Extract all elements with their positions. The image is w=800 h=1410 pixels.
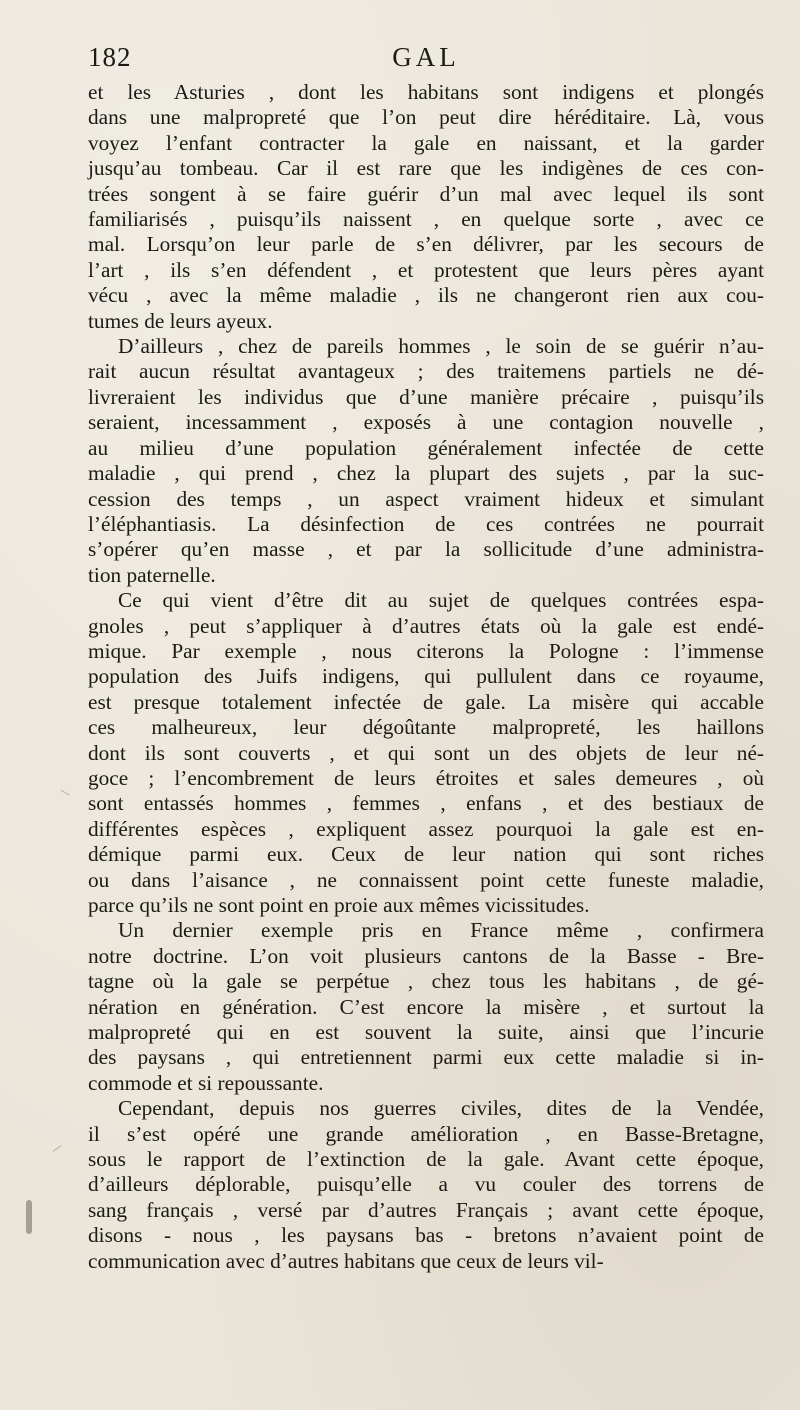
page-header [88, 42, 764, 82]
text-line: d’ailleurs déplorable, puisqu’elle a vu couler des torrens de [88, 1172, 764, 1197]
text-line: des paysans , qui entretiennent parmi eux cette maladie si in- [88, 1045, 764, 1070]
paragraph [88, 80, 764, 334]
text-line: ces malheureux, leur dégoûtante malpropreté, les haillons [88, 715, 764, 740]
text-line: vécu , avec la même maladie , ils ne changeront rien aux cou- [88, 283, 764, 308]
paragraph [88, 588, 764, 918]
text-line: notre doctrine. L’on voit plusieurs cantons de la Basse - Bre- [88, 943, 764, 968]
margin-mark [53, 1145, 62, 1152]
text-line: au milieu d’une population généralement infectée de cette [88, 435, 764, 460]
text-line: l’art , ils s’en défendent , et protestent que leurs pères ayant [88, 257, 764, 282]
text-line: Ce qui vient d’être dit au sujet de quelques contrées espa- [118, 588, 764, 613]
text-line: tion paternelle. [88, 562, 216, 587]
text-line: jusqu’au tombeau. Car il est rare que les indigènes de ces con- [88, 156, 764, 181]
text-line: D’ailleurs , chez de pareils hommes , le soin de se guérir n’au- [118, 334, 764, 359]
margin-mark [60, 790, 69, 796]
text-line: disons - nous , les paysans bas - bretons n’avaient point de [88, 1223, 764, 1248]
text-line: nération en génération. C’est encore la misère , et surtout la [88, 994, 764, 1019]
text-line: et les Asturies , dont les habitans sont indigens et plongés [88, 80, 764, 104]
text-line: il s’est opéré une grande amélioration , en Basse-Bretagne, [88, 1121, 764, 1146]
text-line: commode et si repoussante. [88, 1070, 324, 1095]
paragraph [88, 1096, 764, 1274]
text-line: maladie , qui prend , chez la plupart des sujets , par la suc- [88, 461, 764, 486]
text-line: rait aucun résultat avantageux ; des traitemens partiels ne dé- [88, 359, 764, 384]
paragraph [88, 918, 764, 1096]
text-line: mal. Lorsqu’on leur parle de s’en délivrer, par les secours de [88, 232, 764, 257]
text-line: mique. Par exemple , nous citerons la Pologne : l’immense [88, 638, 764, 663]
running-head: GAL [392, 42, 460, 72]
text-line: Un dernier exemple pris en France même , confirmera [118, 918, 764, 943]
text-line: gnoles , peut s’appliquer à d’autres états où la gale est endé- [88, 613, 764, 638]
text-line: parce qu’ils ne sont point en proie aux mêmes vicissitudes. [88, 893, 590, 917]
text-line: est presque totalement infectée de gale. La misère qui accable [88, 689, 764, 714]
text-line: ou dans l’aisance , ne connaissent point cette funeste maladie, [88, 867, 764, 892]
text-line: différentes espèces , expliquent assez pourquoi la gale est en- [88, 816, 764, 841]
text-line: population des Juifs indigens, qui pullulent dans ce royaume, [88, 664, 764, 689]
text-line: cession des temps , un aspect vraiment hideux et simulant [88, 486, 764, 511]
text-line: malpropreté qui en est souvent la suite, ainsi que l’incurie [88, 1020, 764, 1045]
text-line: sous le rapport de l’extinction de la gale. Avant cette époque, [88, 1147, 764, 1172]
body-text [88, 80, 764, 1274]
text-line: sang français , versé par d’autres Français ; avant cette époque, [88, 1197, 764, 1222]
text-line: trées songent à se faire guérir d’un mal avec lequel ils sont [88, 181, 764, 206]
text-line: goce ; l’encombrement de leurs étroites et sales demeures , où [88, 765, 764, 790]
text-line: voyez l’enfant contracter la gale en naissant, et la garder [88, 130, 764, 155]
page-number: 182 [88, 42, 132, 72]
text-line: familiarisés , puisqu’ils naissent , en quelque sorte , avec ce [88, 207, 764, 232]
text-line: l’éléphantiasis. La désinfection de ces contrées ne pourrait [88, 511, 764, 536]
text-line: démique parmi eux. Ceux de leur nation qui sont riches [88, 842, 764, 867]
text-line: s’opérer qu’en masse , et par la sollicitude d’une administra- [88, 537, 764, 562]
text-line: livreraient les individus que d’une manière précaire , puisqu’ils [88, 384, 764, 409]
text-line: Cependant, depuis nos guerres civiles, dites de la Vendée, [118, 1096, 764, 1121]
paragraph [88, 334, 764, 588]
text-line: communication avec d’autres habitans que ceux de leurs vil- [88, 1248, 604, 1273]
text-line: dans une malpropreté que l’on peut dire héréditaire. Là, vous [88, 105, 764, 130]
ink-blot-mark [26, 1200, 32, 1234]
text-line: tumes de leurs ayeux. [88, 308, 273, 333]
text-line: sont entassés hommes , femmes , enfans , et des bestiaux de [88, 791, 764, 816]
text-line: seraient, incessamment , exposés à une contagion nouvelle , [88, 410, 764, 435]
text-line: tagne où la gale se perpétue , chez tous les habitans , de gé- [88, 969, 764, 994]
text-line: dont ils sont couverts , et qui sont un des objets de leur né- [88, 740, 764, 765]
